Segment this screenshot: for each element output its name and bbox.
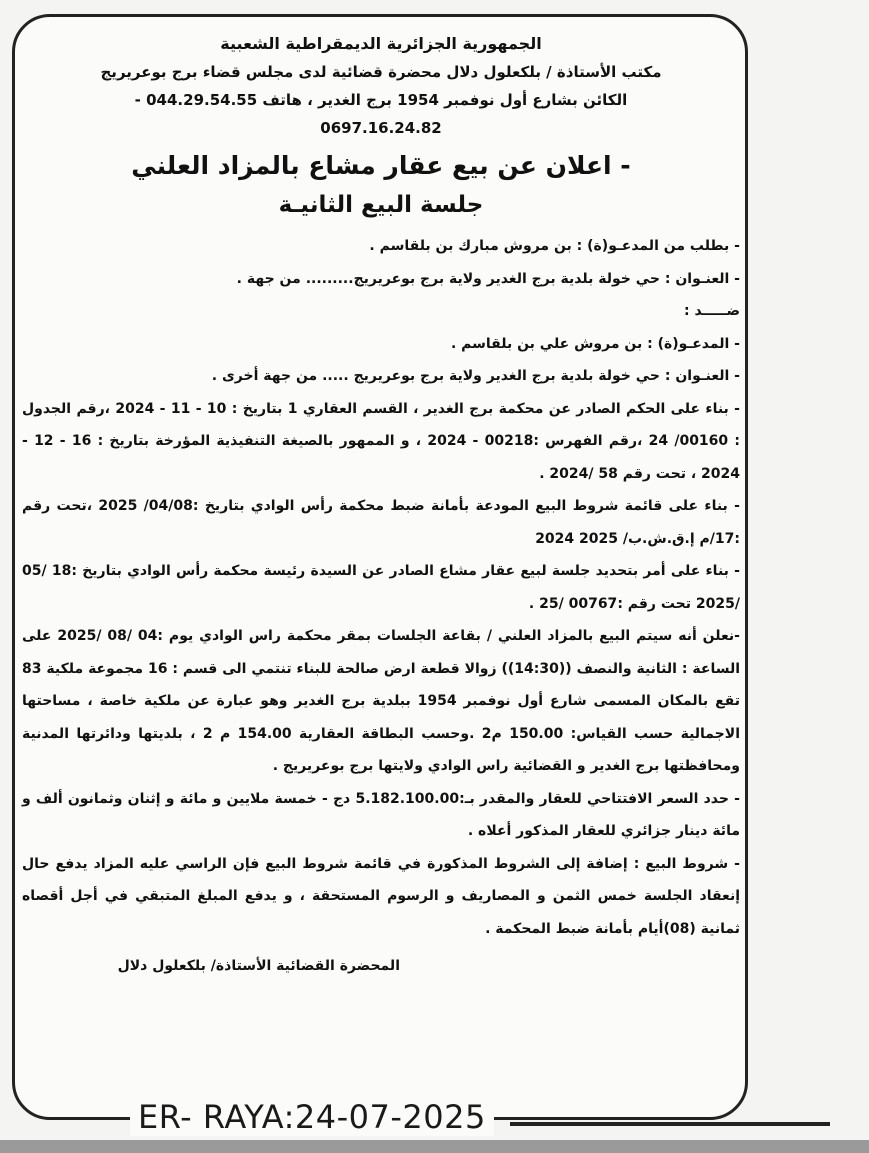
scan-edge-bar xyxy=(0,1140,869,1153)
header-office: مكتب الأستاذة / بلكعلول دلال محضرة قضائية لدى مجلس قضاء برج بوعريريج xyxy=(100,63,662,81)
header-republic: الجمهورية الجزائرية الديمقراطية الشعبية xyxy=(220,34,542,53)
sale-announcement-paragraph: -نعلن أنه سيتم البيع بالمزاد العلني / بقاعة الجلسات بمقر محكمة راس الوادي يوم :04 /08 /2025 على الساعة : الثانية والنصف ((14:30)) زوالا قطعة ارض صالحة للبناء تنتمي الى قسم : 16 مجموعة ملكية 83 تقع بالمكان المسمى شارع أول نوفمبر 1954 ببلدية برج الغدير وهو عبارة عن ملكية خاصة ، مساحتها الاجمالية حسب القياس: 150.00 م2 .وحسب البطاقة العقارية 154.00 م 2 ، بلديتها ودائرتها المدنية ومحافظتها برج الغدير و القضائية راس الوادي ولايتها برج بوعريريج . xyxy=(22,628,741,774)
plaintiff-line: - بطلب من المدعـو(ة) : بن مروش مبارك بن بلقاسم . xyxy=(369,238,740,254)
judgment-paragraph: - بناء على الحكم الصادر عن محكمة برج الغدير ، القسم العقاري 1 بتاريخ : 10 - 11 - 2024 ،رقم الجدول : 00160/ 24 ،رقم الفهرس :00218 - 2024 ، و الممهور بالصيغة التنفيذية المؤرخة بتاريخ : 16 - 12 - 2024 ، تحت رقم 58 /2024 . xyxy=(22,400,741,482)
session-order-paragraph: - بناء على أمر بتحديد جلسة لبيع عقار مشاع الصادر عن السيدة رئيسة محكمة رأس الوادي بتاريخ :18 /05 /2025 تحت رقم :00767 /25 . xyxy=(22,563,740,612)
plaintiff-address: - العنـوان : حي خولة بلدية برج الغدير ولاية برج بوعريريج......... من جهة . xyxy=(236,270,740,287)
header-phone: 0697.16.24.82 xyxy=(320,119,442,137)
footer-rule xyxy=(510,1122,830,1126)
header-address: الكائن بشارع أول نوفمبر 1954 برج الغدير ، هاتف 044.29.54.55 - xyxy=(134,91,628,109)
versus-label: ضـــــد : xyxy=(683,303,740,319)
sale-conditions-paragraph: - شروط البيع : إضافة إلى الشروط المذكورة في قائمة شروط البيع فإن الراسي عليه المزاد يدفع حال إنعقاد الجلسة خمس الثمن و المصاريف و الرسوم المستحقة ، و يدفع المبلغ المتبقي في أجل أقصاه ثمانية (08)أيام بأمانة ضبط المحكمة . xyxy=(22,855,740,937)
opening-price-paragraph: - حدد السعر الافتتاحي للعقار والمقدر بـ:5.182.100.00 دج - خمسة ملايين و مائة و إثنان وثمانون ألف و مائة دينار جزائري للعقار المذكور أعلاه . xyxy=(22,790,740,839)
announcement-title: - اعلان عن بيع عقار مشاع بالمزاد العلني xyxy=(131,151,631,180)
signature-line: المحضرة القضائية الأستاذة/ بلكعلول دلال xyxy=(117,958,400,974)
defendant-address: - العنـوان : حي خولة بلدية برج الغدير ولاية برج بوعريريج ..... من جهة أخرى . xyxy=(211,368,740,384)
defendant-line: - المدعـو(ة) : بن مروش علي بن بلقاسم . xyxy=(450,335,740,352)
newspaper-date-stamp: ER- RAYA:24-07-2025 xyxy=(130,1098,494,1136)
announcement-content xyxy=(22,30,740,981)
conditions-list-paragraph: - بناء على قائمة شروط البيع المودعة بأمانة ضبط محكمة رأس الوادي بتاريخ :04/08/ 2025 ،تحت رقم :17/م إ.ق.ش.ب/ 2025 2024 xyxy=(22,498,740,547)
announcement-subtitle: جلسة البيع الثانيـة xyxy=(278,192,484,218)
